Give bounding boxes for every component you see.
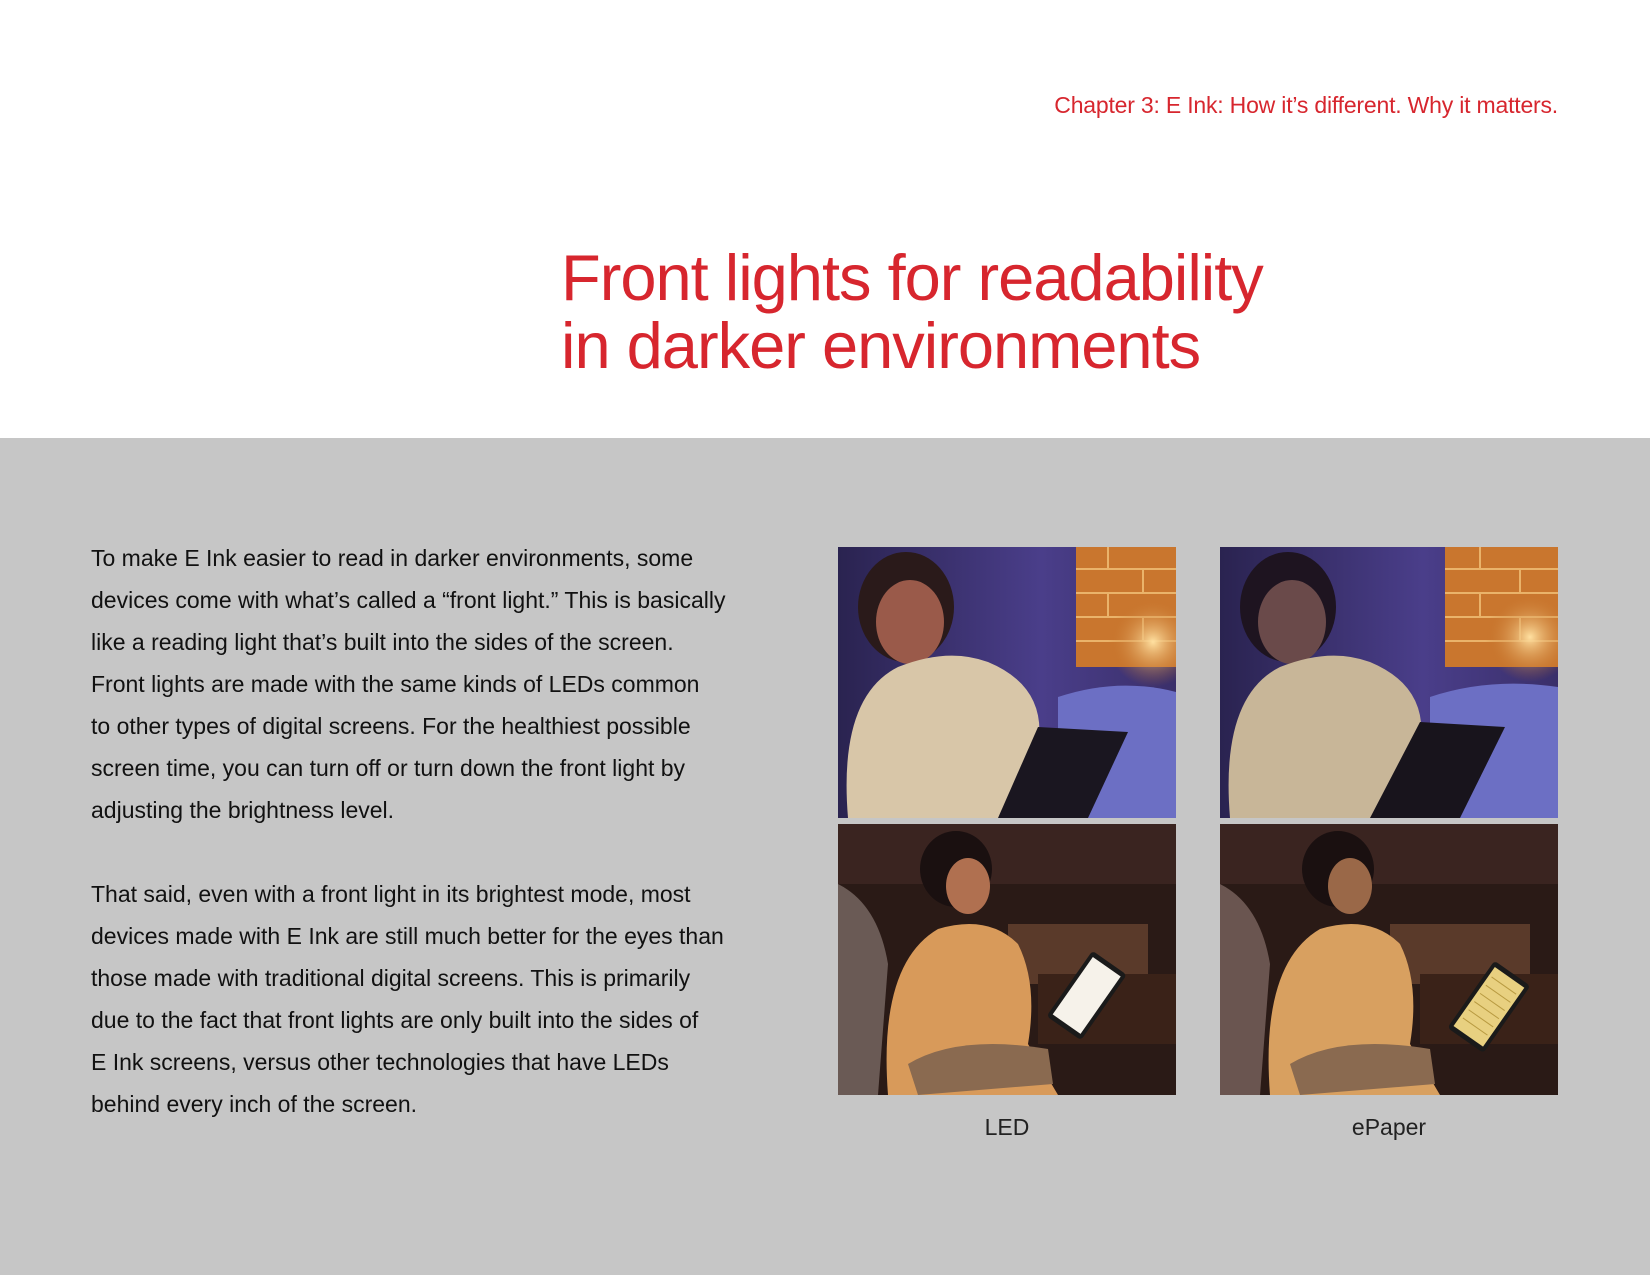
page-title-line-2: in darker environments — [561, 309, 1201, 382]
page-title — [561, 241, 1263, 382]
caption-epaper: ePaper — [1351, 1114, 1427, 1140]
photo-epaper-close-up — [1220, 547, 1558, 818]
paragraph-front-light: To make E Ink easier to read in darker environments, some devices come with what’s called a “front light.” This is basically like a reading light that’s built into the sides of the screen. Front lights are made with the same kinds of LEDs common to other types of digital screens. For the healthiest possible screen time, you can turn off or turn down the front light by adjusting the brightness level. — [91, 545, 726, 823]
photo-epaper-reading — [1220, 824, 1558, 1095]
chapter-heading: Chapter 3: E Ink: How it’s different. Why it matters. — [1054, 92, 1558, 118]
photo-led-close-up — [838, 547, 1176, 818]
body-text — [91, 537, 811, 1125]
photo-led-reading — [838, 824, 1176, 1095]
paragraph-brightest-mode: That said, even with a front light in its brightest mode, most devices made with E Ink are still much better for the eyes than those made with traditional digital screens. This is primarily due to the fact that front lights are only built into the sides of E Ink screens, versus other technologies that have LEDs behind every inch of the screen. — [91, 881, 724, 1117]
header-area — [0, 0, 1650, 438]
caption-led: LED — [984, 1114, 1030, 1140]
page-title-line-1: Front lights for readability — [561, 241, 1263, 314]
